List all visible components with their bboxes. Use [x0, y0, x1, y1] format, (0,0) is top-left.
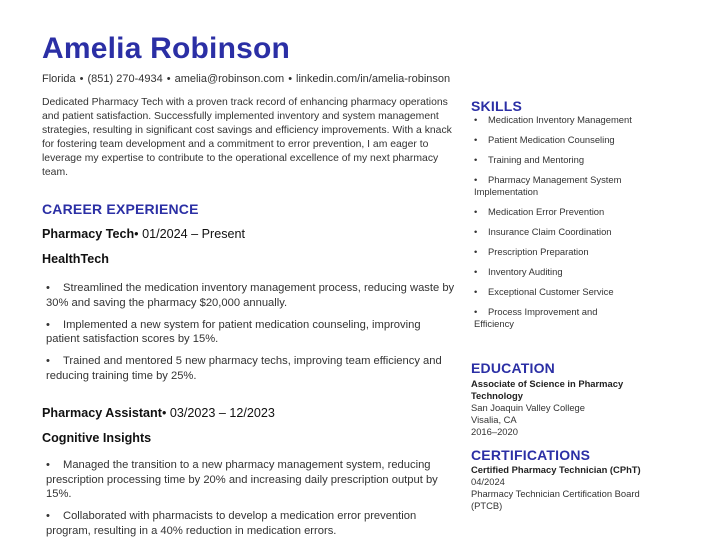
- bullet-dot: •: [474, 134, 478, 145]
- list-item: [46, 281, 456, 310]
- degree-text: Associate of Science in Pharmacy Technology: [471, 378, 624, 401]
- bullet-dot: •: [474, 306, 478, 317]
- candidate-name: Amelia Robinson: [42, 32, 291, 65]
- certification-entry: [471, 464, 641, 512]
- separator: •: [79, 73, 84, 85]
- skill-text: Insurance Claim Coordination: [488, 226, 612, 237]
- contact-line: [42, 73, 450, 85]
- skill-text: Process Improvement and Efficiency: [474, 306, 598, 329]
- bullet-text: Implemented a new system for patient medication counseling, improving patient satisfaction scores by 15%.: [46, 318, 421, 346]
- bullet-dot: •: [474, 226, 478, 237]
- list-item: [46, 318, 456, 347]
- certification-name: Certified Pharmacy Technician (CPhT): [471, 464, 641, 475]
- school-location: Visalia, CA: [471, 414, 517, 425]
- list-item: [474, 306, 634, 330]
- list-item: [474, 174, 634, 198]
- separator: •: [288, 73, 293, 85]
- summary-paragraph: Dedicated Pharmacy Tech with a proven track record of enhancing pharmacy operations and patient satisfaction. Successfully implemented inventory and system management strategies, resulting in significant cost savings and efficiency improvements. With a knack for fostering team development and a commitment to error prevention, I am eager to leverage my expertise to contribute to the operational excellence of my next pharmacy team.: [42, 97, 452, 178]
- list-item: [474, 154, 634, 166]
- bullet-text: Managed the transition to a new pharmacy management system, reducing prescription processing time by 20% and increasing daily prescription output by 15%.: [46, 459, 438, 501]
- certification-date: 04/2024: [471, 476, 505, 487]
- bullet-text: Trained and mentored 5 new pharmacy techs, improving team efficiency and reducing training time by 25%.: [46, 355, 442, 382]
- job-dates: • 01/2024 – Present: [134, 227, 246, 241]
- bullet-dot: •: [474, 174, 478, 185]
- list-item: [46, 458, 456, 502]
- list-item: [474, 206, 634, 218]
- bullet-dot: •: [474, 206, 478, 217]
- education-dates: 2016–2020: [471, 426, 518, 437]
- certifications-heading: CERTIFICATIONS: [471, 447, 591, 463]
- job-title-2: [42, 406, 275, 420]
- bullet-dot: •: [46, 459, 50, 471]
- job-role: Pharmacy Assistant: [42, 406, 162, 420]
- bullet-dot: •: [474, 266, 478, 277]
- company-2: Cognitive Insights: [42, 431, 152, 445]
- list-item: [46, 354, 456, 383]
- bullet-dot: •: [46, 510, 50, 523]
- career-experience-heading: CAREER EXPERIENCE: [42, 201, 199, 217]
- list-item: [474, 114, 634, 126]
- skill-text: Exceptional Customer Service: [488, 286, 614, 297]
- skills-list: [474, 114, 634, 338]
- list-item: [474, 266, 634, 278]
- skills-heading: SKILLS: [471, 98, 522, 114]
- bullet-text: Collaborated with pharmacists to develop a medication error prevention program, resulting in a 40% reduction in medication errors.: [46, 510, 417, 537]
- bullet-dot: •: [474, 114, 478, 125]
- skill-text: Medication Inventory Management: [488, 114, 632, 125]
- bullet-text: Streamlined the medication inventory management process, reducing waste by 30% and saving the pharmacy $20,000 annually.: [46, 282, 455, 309]
- bullet-dot: •: [46, 282, 50, 294]
- list-item: [474, 286, 634, 298]
- linkedin-link[interactable]: linkedin.com/in/amelia-robinson: [296, 73, 451, 85]
- list-item: [474, 226, 634, 238]
- list-item: [46, 509, 456, 538]
- skill-text: Patient Medication Counseling: [488, 134, 615, 145]
- education-heading: EDUCATION: [471, 360, 555, 376]
- job-2-bullets: [46, 458, 456, 546]
- job-dates: • 03/2023 – 12/2023: [161, 406, 275, 420]
- job-1-bullets: [46, 281, 456, 391]
- education-entry: [471, 378, 641, 438]
- skill-text: Training and Mentoring: [488, 154, 585, 165]
- job-title-1: [42, 227, 245, 241]
- bullet-dot: •: [474, 154, 478, 165]
- job-role: Pharmacy Tech: [42, 227, 135, 241]
- skill-text: Inventory Auditing: [488, 266, 563, 277]
- skill-text: Medication Error Prevention: [488, 206, 605, 217]
- skill-text: Prescription Preparation: [488, 246, 589, 257]
- school-text: San Joaquin Valley College: [471, 402, 585, 413]
- certification-issuer: Pharmacy Technician Certification Board (PTCB): [471, 488, 640, 511]
- list-item: [474, 246, 634, 258]
- skill-text: Pharmacy Management System Implementation: [474, 174, 622, 197]
- separator: •: [166, 73, 171, 85]
- phone-text: (851) 270-4934: [87, 73, 163, 85]
- company-1: HealthTech: [42, 252, 109, 266]
- bullet-dot: •: [474, 246, 478, 257]
- list-item: [474, 134, 634, 146]
- bullet-dot: •: [46, 318, 50, 331]
- email-link[interactable]: amelia@robinson.com: [174, 73, 285, 85]
- bullet-dot: •: [474, 286, 478, 297]
- location-text: Florida: [42, 73, 76, 85]
- bullet-dot: •: [46, 355, 50, 368]
